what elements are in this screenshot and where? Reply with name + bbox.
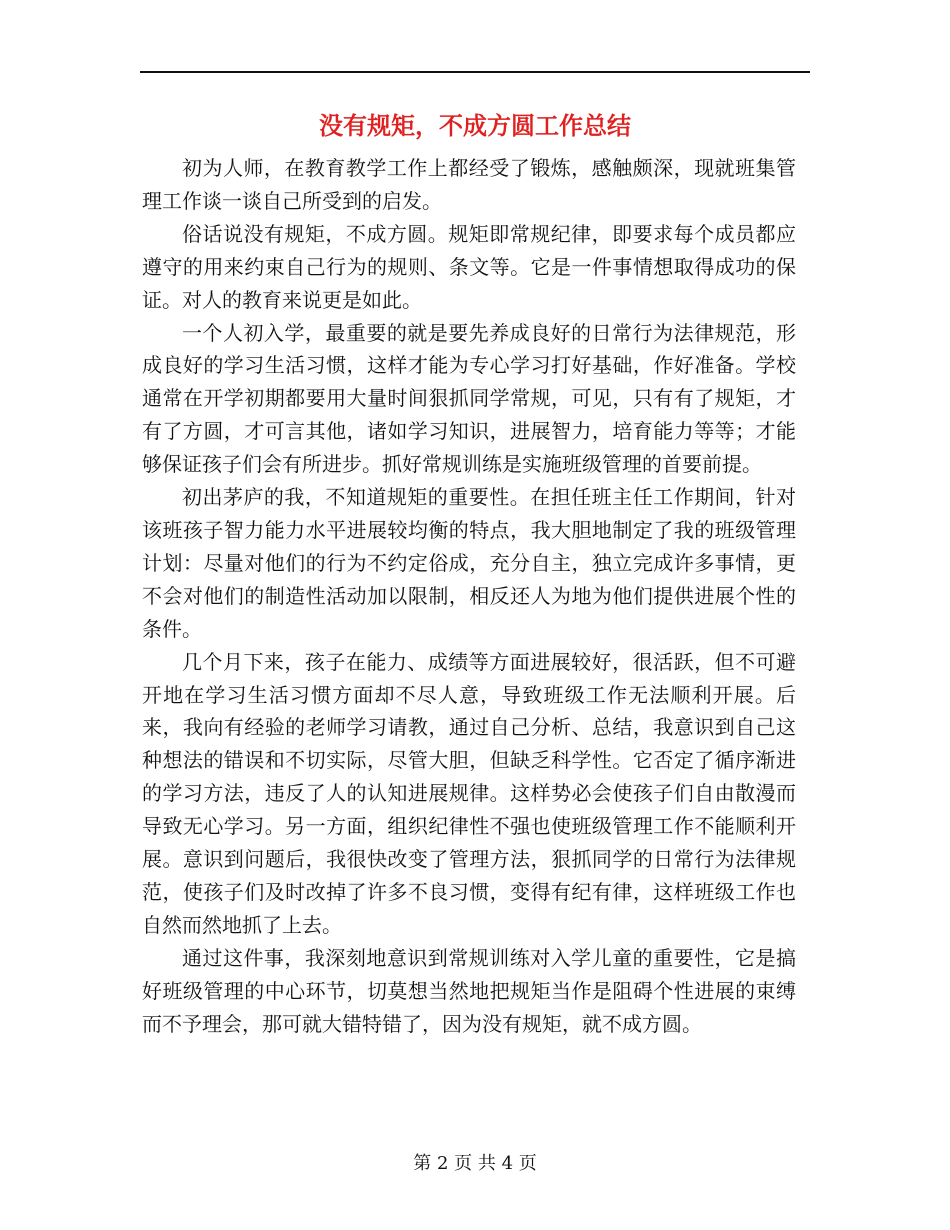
document-body xyxy=(142,152,796,1040)
header-rule xyxy=(140,71,810,73)
paragraph-6: 通过这件事，我深刻地意识到常规训练对入学儿童的重要性，它是搞好班级管理的中心环节，切莫想当然地把规矩当作是阻碍个性进展的束缚而不予理会，那可就大错特错了，因为没有规矩，就不成方圆。 xyxy=(142,945,796,1036)
page-number-footer: 第 2 页 共 4 页 xyxy=(413,1153,537,1174)
document-title: 没有规矩，不成方圆工作总结 xyxy=(319,111,631,140)
paragraph-1: 初为人师，在教育教学工作上都经受了锻炼，感触颇深，现就班集管理工作谈一谈自己所受到的启发。 xyxy=(142,156,796,213)
paragraph-2: 俗话说没有规矩，不成方圆。规矩即常规纪律，即要求每个成员都应遵守的用来约束自己行为的规则、条文等。它是一件事情想取得成功的保证。对人的教育来说更是如此。 xyxy=(142,221,796,312)
paragraph-4: 初出茅庐的我，不知道规矩的重要性。在担任班主任工作期间，针对该班孩子智力能力水平进展较均衡的特点，我大胆地制定了我的班级管理计划：尽量对他们的行为不约定俗成，充分自主，独立完成许多事情，更不会对他们的制造性活动加以限制，相反还人为地为他们提供进展个性的条件。 xyxy=(142,485,796,641)
paragraph-3: 一个人初入学，最重要的就是要先养成良好的日常行为法律规范，形成良好的学习生活习惯，这样才能为专心学习打好基础，作好准备。学校通常在开学初期都要用大量时间狠抓同学常规，可见，只有有了规矩，才有了方圆，才可言其他，诸如学习知识，进展智力，培育能力等等；才能够保证孩子们会有所进步。抓好常规训练是实施班级管理的首要前提。 xyxy=(142,320,796,477)
paragraph-5: 几个月下来，孩子在能力、成绩等方面进展较好，很活跃，但不可避开地在学习生活习惯方面却不尽人意，导致班级工作无法顺利开展。后来，我向有经验的老师学习请教，通过自己分析、总结，我意识到自己这种想法的错误和不切实际，尽管大胆，但缺乏科学性。它否定了循序渐进的学习方法，违反了人的认知进展规律。这样势必会使孩子们自由散漫而导致无心学习。另一方面，组织纪律性不强也使班级管理工作不能顺利开展。意识到问题后，我很快改变了管理方法，狠抓同学的日常行为法律规范，使孩子们及时改掉了许多不良习惯，变得有纪有律，这样班级工作也自然而然地抓了上去。 xyxy=(142,649,796,937)
